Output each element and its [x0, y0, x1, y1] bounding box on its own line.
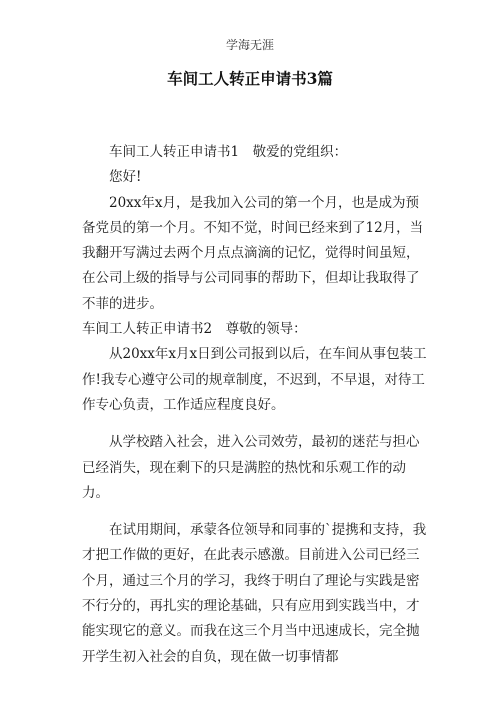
page-header: 学海无涯 [225, 38, 274, 52]
paragraph-heading-2: 车间工人转正申请书2 尊敬的领导： [82, 321, 307, 338]
paragraph-heading-1: 车间工人转正申请书1 敬爱的党组织： [109, 144, 348, 160]
paragraph: 从学校踏入社会，进入公司效劳，最初的迷茫与担心已经消失，现在剩下的只是满腔的热忱和乐观工作的动力。 [82, 434, 420, 501]
paragraph: 在试用期间，承蒙各位领导和同事的`提携和支持，我才把工作做的更好，在此表示感激。目前进入公司已经三个月，通过三个月的学习，我终于明白了理论与实践是密不行分的，再扎实的理论基础，只有应用到实践当中，才能实现它的意义。而我在这三个月当中迅速成长，完全抛开学生初入社会的自负，现在做一切事情都 [82, 522, 427, 665]
document-body [82, 140, 427, 670]
document-title: 车间工人转正申请书3篇 [167, 69, 333, 88]
paragraph: 从20xx年x月x日到公司报到以后，在车间从事包装工作!我专心遵守公司的规章制度，不迟到，不早退，对待工作专心负责，工作适应程度良好。 [82, 346, 427, 413]
paragraph: 20xx年x月，是我加入公司的第一个月，也是成为预备党员的第一个月。不知不觉，时间已经来到了12月，当我翻开写满过去两个月点点滴滴的记忆，觉得时间虽短，在公司上级的指导与公司同事的帮助下，但却让我取得了不菲的进步。 [82, 194, 424, 312]
paragraph-greeting: 您好! [109, 169, 142, 186]
